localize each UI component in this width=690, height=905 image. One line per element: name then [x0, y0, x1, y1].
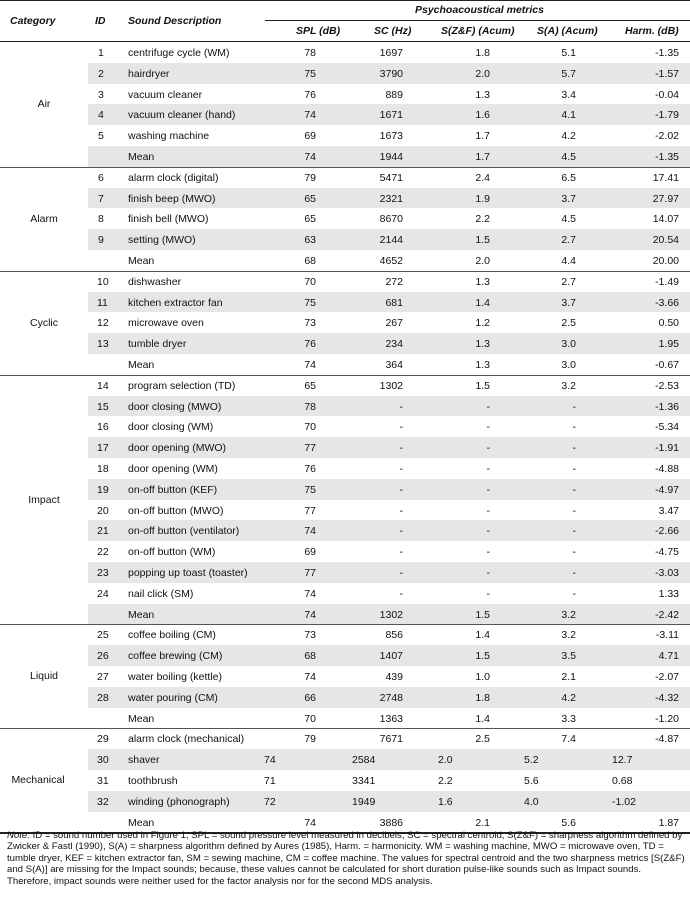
cell-spl: 75	[304, 483, 316, 496]
cell-id: 25	[97, 629, 109, 642]
cell-s-zf: 1.3	[475, 275, 490, 288]
cell-s-a: 5.1	[561, 47, 576, 59]
cell-s-zf: 1.8	[475, 691, 490, 704]
cell-s-zf: 1.3	[475, 359, 490, 371]
cell-description: hairdryer	[128, 67, 170, 80]
cell-sc: 1697	[379, 47, 403, 59]
cell-s-a: 3.7	[561, 192, 576, 205]
cell-description: setting (MWO)	[128, 234, 196, 247]
cell-id: 13	[97, 338, 109, 351]
cell-sc: 681	[385, 296, 403, 309]
cell-description: on-off button (ventilator)	[128, 525, 240, 538]
cell-id: 21	[97, 525, 109, 538]
cell-sc: 1944	[379, 151, 403, 163]
cell-spl: 79	[304, 733, 316, 746]
cell-spl: 74	[304, 608, 316, 621]
cell-harm: -4.88	[655, 463, 679, 475]
cell-harm: -1.91	[655, 442, 679, 455]
cell-s-a: 5.6	[524, 775, 539, 787]
cell-s-zf: -	[486, 421, 490, 434]
cell-spl: 65	[304, 192, 316, 205]
cell-description: popping up toast (toaster)	[128, 567, 248, 579]
table-note	[7, 830, 685, 887]
cell-sc: 2321	[379, 192, 403, 205]
cell-sc: 889	[385, 88, 403, 101]
cell-sc: -	[399, 525, 403, 538]
cell-id: 10	[97, 275, 109, 288]
note-label: Note:	[7, 830, 30, 841]
cell-s-a: 4.2	[561, 130, 576, 143]
cell-id: 17	[97, 442, 109, 455]
cell-sc: 2748	[379, 691, 403, 704]
cell-sc: 3790	[379, 67, 403, 80]
cell-id: 22	[97, 546, 109, 559]
cell-id: 9	[98, 234, 104, 247]
cell-id: 23	[97, 567, 109, 579]
cell-s-zf: -	[486, 442, 490, 455]
cell-description: vacuum cleaner	[128, 88, 203, 101]
cell-spl: 75	[304, 67, 316, 80]
cell-s-a: 7.4	[561, 733, 576, 746]
cell-spl: 74	[304, 671, 316, 683]
cell-harm: 17.41	[652, 171, 679, 184]
header-s-zf: S(Z&F) (Acum)	[441, 25, 515, 37]
cell-s-zf: -	[486, 504, 490, 517]
group-divider	[0, 375, 690, 376]
cell-description: coffee brewing (CM)	[128, 650, 223, 663]
cell-sc: 1671	[379, 109, 403, 122]
cell-spl: 72	[264, 795, 276, 808]
header-harm: Harm. (dB)	[625, 25, 679, 37]
cell-description: centrifuge cycle (WM)	[128, 47, 230, 59]
cell-id: 6	[98, 171, 104, 184]
cell-s-a: -	[572, 546, 576, 559]
cell-harm: -2.42	[655, 608, 679, 621]
cell-sc: -	[399, 546, 403, 559]
cell-harm: 1.95	[658, 338, 679, 351]
cell-id: 24	[97, 587, 109, 600]
cell-harm: 3.47	[658, 504, 679, 517]
cell-spl: 73	[304, 317, 316, 330]
cell-s-zf: 1.3	[475, 88, 490, 101]
cell-s-a: 4.4	[561, 255, 576, 267]
cell-description: washing machine	[128, 130, 210, 143]
cell-description: Mean	[128, 712, 155, 725]
cell-s-a: -	[572, 587, 576, 600]
cell-harm: -3.03	[655, 567, 679, 579]
cell-sc: 234	[385, 338, 403, 351]
cell-s-zf: 2.2	[475, 213, 490, 226]
cell-spl: 74	[264, 754, 276, 767]
header-bottom-rule	[0, 41, 690, 42]
cell-sc: 3886	[379, 816, 403, 829]
cell-harm: -1.79	[655, 109, 679, 122]
cell-s-a: -	[572, 463, 576, 475]
cell-spl: 65	[304, 379, 316, 392]
cell-sc: -	[399, 463, 403, 475]
cell-description: dishwasher	[128, 275, 182, 288]
cell-s-a: -	[572, 442, 576, 455]
cell-description: finish beep (MWO)	[128, 192, 216, 205]
table-top-rule	[0, 0, 690, 1]
cell-s-zf: 1.4	[475, 629, 490, 642]
cell-s-a: 5.7	[561, 67, 576, 80]
cell-sc: 1302	[379, 379, 403, 392]
cell-harm: -4.32	[655, 691, 679, 704]
cell-s-zf: -	[486, 463, 490, 475]
cell-spl: 76	[304, 463, 316, 475]
cell-id: 27	[97, 671, 109, 683]
category-label: Alarm	[30, 212, 58, 225]
cell-s-a: 4.0	[524, 795, 539, 808]
cell-description: Mean	[128, 816, 155, 829]
header-s-a: S(A) (Acum)	[537, 25, 598, 37]
cell-harm: -4.87	[655, 733, 679, 746]
cell-sc: 7671	[379, 733, 403, 746]
header-category: Category	[10, 15, 56, 27]
cell-sc: 3341	[352, 775, 376, 787]
cell-id: 11	[97, 296, 108, 309]
cell-spl: 76	[304, 88, 316, 101]
cell-description: tumble dryer	[128, 338, 187, 351]
cell-s-a: 2.5	[561, 317, 576, 330]
cell-harm: -2.02	[655, 130, 679, 143]
cell-sc: 2144	[379, 234, 403, 247]
cell-s-zf: 1.5	[475, 650, 490, 663]
header-spl: SPL (dB)	[296, 25, 341, 37]
cell-harm: -1.35	[655, 47, 679, 59]
cell-harm: 20.00	[652, 255, 679, 267]
cell-sc: 272	[385, 275, 403, 288]
cell-s-zf: 1.6	[438, 795, 453, 808]
note-text: ID = sound number used in Figure 1, SPL = sound pressure level measured in decibels, SC = spectral centroid, S(Z&F) = sharpness algorithm defined by Zwicker & Fastl (1990), S(A) = sharpness algorithm defined by Aures (1985), Harm. = harmonicity. WM = washing machine, MWO = microwave oven, TD = tumble dryer, KEF = kitchen extractor fan, SM = sewing machine, CM = coffee machine. The values for spectral centroid and the two sharpness metrics [S(Z&F) and S(A)] are missing for the Impact sounds; because, these values cannot be calculated for short duration pulse-like sounds such as Impact sounds. Therefore, impact sounds were neither used for the factor analysis nor for the second MDS analysis.	[7, 830, 685, 887]
cell-s-zf: 1.4	[475, 712, 490, 725]
cell-sc: -	[399, 421, 403, 434]
cell-s-zf: 1.7	[475, 130, 490, 143]
cell-description: water pouring (CM)	[128, 691, 218, 704]
cell-s-a: 3.5	[561, 650, 576, 663]
cell-s-zf: 1.5	[475, 608, 490, 621]
cell-description: door opening (MWO)	[128, 442, 227, 455]
cell-s-a: 5.6	[561, 816, 576, 829]
group-divider	[0, 624, 690, 625]
cell-s-a: 3.2	[561, 629, 576, 642]
cell-spl: 76	[304, 338, 316, 351]
header-psychoacoustical-metrics: Psychoacoustical metrics	[415, 4, 544, 16]
cell-sc: -	[399, 567, 403, 579]
cell-spl: 71	[264, 775, 276, 787]
cell-harm: -3.11	[655, 629, 679, 642]
cell-harm: 12.7	[612, 754, 633, 767]
cell-s-a: 4.5	[561, 151, 576, 163]
cell-sc: 856	[385, 629, 403, 642]
cell-id: 28	[97, 691, 109, 704]
cell-s-a: 3.4	[561, 88, 576, 101]
cell-id: 15	[97, 400, 109, 413]
cell-spl: 74	[304, 587, 316, 600]
group-divider	[0, 167, 690, 168]
cell-sc: 2584	[352, 754, 376, 767]
cell-description: microwave oven	[128, 317, 204, 330]
cell-harm: -1.02	[612, 795, 636, 808]
cell-sc: 4652	[379, 255, 403, 267]
cell-sc: 1407	[379, 650, 403, 663]
cell-harm: -0.67	[655, 359, 679, 371]
cell-description: on-off button (KEF)	[128, 483, 218, 496]
cell-spl: 70	[304, 712, 316, 725]
cell-sc: -	[399, 442, 403, 455]
cell-sc: -	[399, 483, 403, 496]
cell-s-a: 5.2	[524, 754, 539, 767]
category-label: Air	[37, 98, 51, 111]
cell-id: 4	[98, 109, 104, 122]
cell-id: 16	[97, 421, 109, 434]
group-divider	[0, 728, 690, 729]
cell-id: 26	[97, 650, 109, 663]
cell-harm: 0.50	[658, 317, 679, 330]
cell-s-zf: 1.7	[475, 151, 490, 163]
cell-description: water boiling (kettle)	[128, 671, 222, 683]
cell-sc: 1949	[352, 795, 376, 808]
category-label: Cyclic	[30, 316, 58, 329]
cell-harm: -1.20	[655, 712, 679, 725]
cell-s-a: -	[572, 400, 576, 413]
cell-spl: 70	[304, 275, 316, 288]
cell-s-zf: 1.5	[475, 379, 490, 392]
cell-id: 29	[97, 733, 109, 746]
cell-harm: 27.97	[652, 192, 679, 205]
cell-spl: 70	[304, 421, 316, 434]
cell-description: vacuum cleaner (hand)	[128, 109, 236, 122]
cell-s-a: 3.2	[561, 379, 576, 392]
cell-id: 30	[97, 754, 109, 767]
cell-s-zf: 2.0	[438, 754, 453, 767]
cell-description: door closing (WM)	[128, 421, 214, 434]
cell-sc: 439	[385, 671, 403, 683]
cell-sc: -	[399, 400, 403, 413]
cell-id: 3	[98, 88, 104, 101]
cell-s-zf: 1.9	[475, 192, 490, 205]
cell-s-a: 3.0	[561, 359, 576, 371]
category-label: Impact	[28, 493, 60, 506]
cell-spl: 65	[304, 213, 316, 226]
cell-s-zf: -	[486, 483, 490, 496]
cell-harm: 14.07	[652, 213, 679, 226]
cell-id: 32	[97, 795, 109, 808]
cell-s-a: -	[572, 483, 576, 496]
cell-id: 1	[98, 47, 104, 59]
group-header-rule	[265, 20, 690, 21]
cell-s-zf: 1.5	[475, 234, 490, 247]
cell-harm: -4.97	[655, 483, 679, 496]
cell-s-zf: 1.8	[475, 47, 490, 59]
cell-harm: -1.57	[655, 67, 679, 80]
cell-s-a: 4.1	[561, 109, 576, 122]
cell-description: Mean	[128, 608, 155, 621]
cell-harm: -1.49	[655, 275, 679, 288]
cell-harm: -2.53	[655, 379, 679, 392]
cell-description: nail click (SM)	[128, 587, 194, 600]
cell-description: door opening (WM)	[128, 463, 218, 475]
cell-s-zf: -	[486, 525, 490, 538]
cell-s-a: -	[572, 567, 576, 579]
cell-harm: -1.35	[655, 151, 679, 163]
cell-spl: 68	[304, 255, 316, 267]
cell-sc: 1673	[379, 130, 403, 143]
cell-sc: 1363	[379, 712, 403, 725]
cell-description: alarm clock (mechanical)	[128, 733, 245, 746]
cell-s-a: 3.3	[561, 712, 576, 725]
cell-id: 2	[98, 67, 104, 80]
cell-description: kitchen extractor fan	[128, 296, 223, 309]
cell-spl: 75	[304, 296, 316, 309]
cell-s-a: -	[572, 421, 576, 434]
cell-s-a: -	[572, 504, 576, 517]
cell-spl: 77	[304, 567, 316, 579]
cell-harm: 1.87	[658, 816, 679, 829]
cell-s-zf: 2.0	[475, 67, 490, 80]
cell-id: 12	[97, 317, 109, 330]
cell-s-a: 3.0	[561, 338, 576, 351]
cell-description: alarm clock (digital)	[128, 171, 219, 184]
cell-description: winding (phonograph)	[128, 795, 230, 808]
cell-s-zf: 1.2	[475, 317, 490, 330]
cell-spl: 77	[304, 442, 316, 455]
cell-spl: 68	[304, 650, 316, 663]
cell-harm: -0.04	[655, 88, 679, 101]
category-label: Liquid	[29, 670, 59, 683]
cell-s-zf: 1.3	[475, 338, 490, 351]
cell-id: 14	[97, 379, 109, 392]
row-band	[88, 749, 690, 770]
cell-harm: -2.66	[655, 525, 679, 538]
cell-spl: 74	[304, 525, 316, 538]
cell-s-a: 6.5	[561, 171, 576, 184]
cell-harm: 4.71	[658, 650, 679, 663]
cell-harm: -5.34	[655, 421, 679, 434]
cell-description: coffee boiling (CM)	[128, 629, 216, 642]
cell-s-a: 4.5	[561, 213, 576, 226]
header-id: ID	[95, 15, 106, 27]
cell-spl: 74	[304, 151, 316, 163]
cell-harm: 20.54	[652, 234, 679, 247]
cell-id: 20	[97, 504, 109, 517]
cell-id: 5	[98, 130, 104, 143]
cell-s-zf: -	[486, 587, 490, 600]
cell-description: on-off button (WM)	[128, 546, 216, 559]
cell-id: 18	[97, 463, 109, 475]
cell-spl: 69	[304, 546, 316, 559]
cell-harm: -3.66	[655, 296, 679, 309]
header-description: Sound Description	[128, 15, 222, 27]
cell-spl: 74	[304, 816, 316, 829]
cell-s-zf: 1.4	[475, 296, 490, 309]
cell-s-zf: -	[486, 567, 490, 579]
cell-s-a: 2.1	[561, 671, 576, 683]
cell-description: finish bell (MWO)	[128, 213, 209, 226]
cell-s-a: 3.7	[561, 296, 576, 309]
cell-description: Mean	[128, 255, 155, 267]
cell-sc: -	[399, 587, 403, 600]
cell-id: 7	[98, 192, 104, 205]
cell-spl: 79	[304, 171, 316, 184]
cell-s-zf: 2.5	[475, 733, 490, 746]
cell-id: 31	[97, 775, 109, 787]
cell-sc: -	[399, 504, 403, 517]
cell-s-zf: 2.1	[475, 816, 490, 829]
cell-description: on-off button (MWO)	[128, 504, 224, 517]
category-label: Mechanical	[11, 774, 65, 787]
cell-s-zf: 1.6	[475, 109, 490, 122]
cell-harm: -4.75	[655, 546, 679, 559]
cell-s-zf: 2.2	[438, 775, 453, 787]
cell-s-a: 3.2	[561, 608, 576, 621]
cell-spl: 74	[304, 109, 316, 122]
cell-s-a: 4.2	[561, 691, 576, 704]
cell-id: 8	[98, 213, 104, 226]
cell-spl: 74	[304, 359, 316, 371]
cell-spl: 66	[304, 691, 316, 704]
cell-s-zf: -	[486, 546, 490, 559]
cell-harm: 1.33	[658, 587, 679, 600]
cell-description: Mean	[128, 359, 155, 371]
cell-s-zf: 1.0	[475, 671, 490, 683]
cell-description: door closing (MWO)	[128, 400, 222, 413]
cell-s-zf: 2.0	[475, 255, 490, 267]
cell-harm: 0.68	[612, 775, 633, 787]
cell-harm: -1.36	[655, 400, 679, 413]
cell-spl: 73	[304, 629, 316, 642]
cell-spl: 63	[304, 234, 316, 247]
cell-s-a: -	[572, 525, 576, 538]
cell-s-zf: 2.4	[475, 171, 490, 184]
cell-spl: 77	[304, 504, 316, 517]
cell-sc: 1302	[379, 608, 403, 621]
cell-spl: 78	[304, 400, 316, 413]
cell-description: toothbrush	[128, 775, 178, 787]
cell-description: shaver	[128, 754, 160, 767]
cell-sc: 364	[385, 359, 403, 371]
cell-sc: 5471	[379, 171, 403, 184]
cell-spl: 78	[304, 47, 316, 59]
cell-harm: -2.07	[655, 671, 679, 683]
group-divider	[0, 271, 690, 272]
header-sc: SC (Hz)	[374, 25, 412, 37]
cell-s-zf: -	[486, 400, 490, 413]
cell-sc: 8670	[379, 213, 403, 226]
cell-sc: 267	[385, 317, 403, 330]
cell-description: Mean	[128, 151, 155, 163]
cell-description: program selection (TD)	[128, 379, 236, 392]
cell-id: 19	[97, 483, 109, 496]
cell-s-a: 2.7	[561, 275, 576, 288]
cell-s-a: 2.7	[561, 234, 576, 247]
cell-spl: 69	[304, 130, 316, 143]
